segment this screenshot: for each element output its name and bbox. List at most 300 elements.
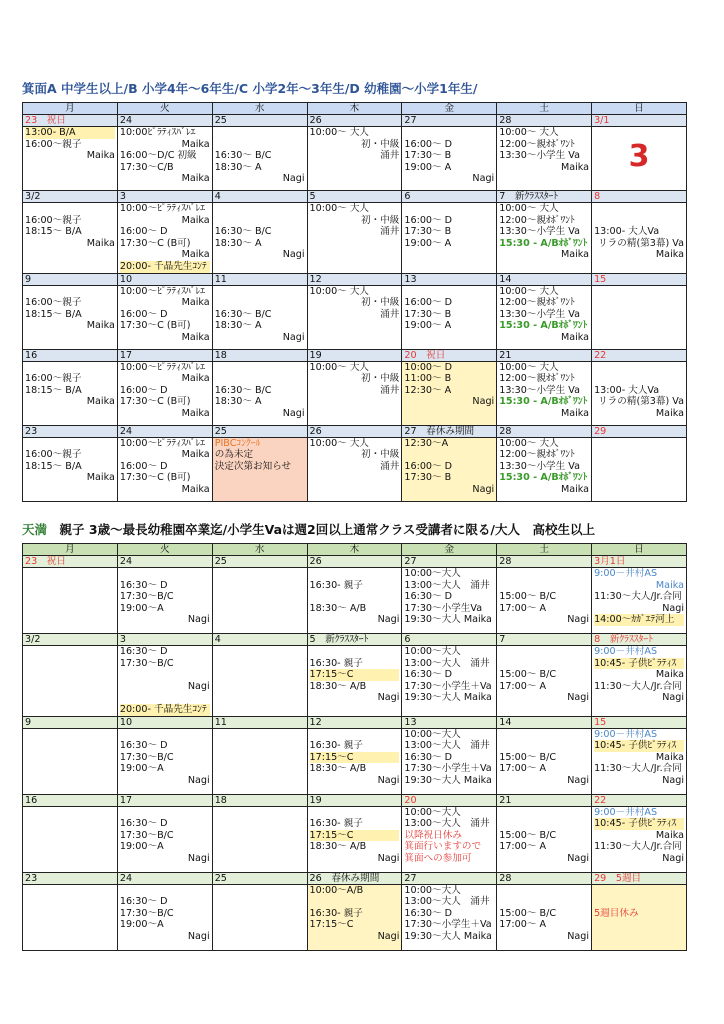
weekday-header: 日 [592, 544, 687, 556]
schedule-line [215, 215, 305, 227]
schedule-cell [592, 127, 687, 191]
schedule-line: 17:00～ A [499, 602, 547, 614]
date-cell: 27 [402, 556, 497, 568]
date-cell: 13 [402, 273, 497, 285]
schedule-line: Nagi [567, 774, 590, 786]
schedule-line: 13:00～大人 涌井 [404, 896, 490, 908]
schedule-line: 16:30～ D [119, 579, 168, 591]
weekday-header-row [23, 103, 687, 115]
schedule-line [310, 896, 400, 908]
schedule-line: 16:30～ D [404, 907, 453, 919]
schedule-line: Nagi [282, 331, 305, 343]
schedule-line: Nagi [662, 602, 684, 614]
schedule-line: 17:30～C (B可) [119, 237, 191, 249]
schedule-line: 18:30～ A/B [309, 680, 367, 692]
schedule-line [120, 807, 210, 819]
date-cell: 21 [497, 349, 592, 361]
schedule-cell [117, 646, 212, 717]
schedule-cell [497, 806, 592, 872]
schedule-cell [23, 361, 118, 425]
schedule-line: 10:00～ 大人 [309, 437, 370, 449]
date-cell: 26 春休み期間 [307, 872, 402, 884]
schedule-cell [497, 437, 592, 501]
schedule-line: 13:30～小学生 Va [499, 226, 580, 238]
schedule-cell [117, 884, 212, 950]
schedule-line: 涌井 [380, 384, 400, 396]
schedule-line [404, 449, 494, 461]
date-cell: 16 [23, 794, 118, 806]
schedule-line: Nagi [187, 614, 210, 626]
schedule-line: 20:00- 千晶先生ｺﾝﾃ [120, 704, 210, 716]
schedule-line: 13:00～大人 涌井 [404, 579, 490, 591]
schedule-line: 16:30～ D [404, 669, 453, 681]
date-cell: 6 [402, 191, 497, 203]
date-cell: 25 [212, 872, 307, 884]
schedule-line: Nagi [567, 614, 590, 626]
weekday-header: 日 [592, 103, 687, 115]
weekday-header: 火 [117, 544, 212, 556]
date-row [23, 425, 687, 437]
date-cell: 27 [402, 115, 497, 127]
schedule-line: 16:30～ D [119, 740, 168, 752]
schedule-line: 17:30～小学生＋Va [404, 919, 492, 931]
schedule-line: 10:00～ 大人 [499, 285, 559, 297]
schedule-line: 11:30～大人/Jr.合同 [594, 680, 682, 692]
month-number: 3 [628, 139, 650, 174]
schedule-line [120, 692, 210, 704]
date-cell [402, 349, 497, 361]
schedule-line [499, 807, 589, 819]
schedule-line: 16:00～親子 [25, 138, 82, 150]
weekday-header: 土 [497, 103, 592, 115]
schedule-cell [117, 728, 212, 794]
date-label: 8 新ｸﾗｽｽﾀｰﾄ [594, 634, 653, 645]
schedule-line: 19:00～ A [404, 320, 452, 332]
schedule-line: 10:00～A/B [309, 884, 364, 896]
date-cell: 28 [497, 556, 592, 568]
date-cell [592, 191, 687, 203]
schedule-line: 15:30 - A/Bｵﾎﾞﾜﾝﾄ [499, 396, 588, 408]
schedule-line: 16:30～ D [119, 896, 168, 908]
schedule-line: Maika [86, 150, 115, 162]
schedule-line: Maika [655, 579, 684, 591]
schedule-line: Nagi [282, 249, 305, 261]
schedule-cell [212, 806, 307, 872]
date-cell: 3/2 [23, 191, 118, 203]
schedule-line [310, 591, 400, 603]
schedule-line: 17:30～B/C [119, 657, 174, 669]
schedule-cell [402, 646, 497, 717]
schedule-line: Maika [86, 237, 115, 249]
date-cell: 25 [212, 115, 307, 127]
date-label: 20 祝日 [404, 349, 446, 361]
schedule-line [120, 669, 210, 681]
date-cell: 3/2 [23, 634, 118, 646]
date-label: 22 [594, 794, 607, 806]
schedule-cell [307, 806, 402, 872]
schedule-line: Maika [181, 407, 210, 419]
schedule-line: 10:00～ﾋﾟﾗﾃｨｽﾊﾞﾚｴ [119, 361, 206, 373]
date-cell: 24 [117, 556, 212, 568]
schedule-line: 初・中級 [361, 297, 400, 309]
date-cell: 18 [212, 794, 307, 806]
schedule-line [499, 580, 589, 592]
schedule-line: Nagi [187, 930, 210, 942]
date-row [23, 634, 687, 646]
schedule-cell [23, 437, 118, 501]
schedule-line: 17:30～C (B可) [119, 320, 191, 332]
schedule-line: 箕面への参加可 [404, 852, 472, 864]
schedule-cell [592, 884, 687, 950]
schedule-line: 19:30～大人 Maika [404, 614, 492, 626]
schedule-line: 10:00～ 大人 [499, 127, 559, 138]
schedule-line: 16:00～ D [404, 297, 453, 309]
schedule-cell [497, 361, 592, 425]
date-cell: 11 [212, 273, 307, 285]
schedule-cell [497, 646, 592, 717]
schedule-line: Maika [560, 483, 590, 495]
schedule-line: 17:15～C [310, 830, 400, 842]
date-cell [592, 556, 687, 568]
weekday-header: 水 [212, 103, 307, 115]
date-cell: 24 [117, 115, 212, 127]
schedule-line: 19:00～ A [404, 237, 452, 249]
schedule-cell [212, 361, 307, 425]
date-cell: 19 [307, 794, 402, 806]
schedule-line: Nagi [187, 852, 210, 864]
schedule-line: 9:00－井村AS [594, 806, 658, 818]
schedule-line: 18:15～ B/A [25, 226, 82, 238]
schedule-cell [117, 285, 212, 349]
date-label: 29 5週目 [594, 872, 642, 884]
schedule-line: Nagi [187, 680, 210, 692]
schedule-row [23, 728, 687, 794]
schedule-line: 10:00～ 大人 [499, 203, 559, 214]
schedule-line: Maika [655, 669, 684, 681]
date-cell: 26 [307, 556, 402, 568]
schedule-line [215, 203, 305, 215]
schedule-cell [212, 285, 307, 349]
schedule-line: 11:30～大人/Jr.合同 [594, 591, 682, 603]
schedule-line: Nagi [377, 692, 400, 704]
schedule-cell [307, 361, 402, 425]
schedule-line: 12:00～親ｵﾎﾞﾜﾝﾄ [499, 214, 575, 226]
schedule-line [594, 203, 684, 215]
schedule-line: 15:30 - A/Bｵﾎﾞﾜﾝﾄ [499, 237, 588, 249]
schedule-line: 10:00～ 大人 [499, 361, 559, 373]
date-cell: 28 [497, 115, 592, 127]
schedule-cell [117, 437, 212, 501]
schedule-line: 16:30- 親子 [309, 657, 363, 669]
schedule-line: 17:30～B/C [119, 591, 174, 603]
schedule-line: Maika [655, 407, 684, 419]
schedule-cell [117, 568, 212, 634]
date-cell: 10 [117, 716, 212, 728]
schedule-line [25, 438, 115, 450]
schedule-line [25, 286, 115, 298]
schedule-cell [307, 127, 402, 191]
schedule-line: 17:30～ B [404, 150, 452, 162]
schedule-row [23, 568, 687, 634]
schedule-line: 涌井 [380, 460, 400, 472]
date-row [23, 115, 687, 127]
schedule-cell [23, 568, 118, 634]
schedule-line: 11:00～ B [404, 373, 452, 385]
schedule-row [23, 203, 687, 274]
schedule-line: 19:30～大人 Maika [404, 930, 492, 942]
schedule-cell [402, 884, 497, 950]
schedule-cell [23, 646, 118, 717]
minoh-calendar [22, 102, 687, 502]
schedule-line [215, 362, 305, 374]
schedule-line [594, 373, 684, 385]
schedule-line: 18:30～ A [214, 396, 262, 408]
schedule-line: 初・中級 [361, 449, 400, 461]
date-cell [402, 794, 497, 806]
tenma-calendar [22, 543, 687, 951]
schedule-line [120, 568, 210, 580]
schedule-line: Maika [560, 161, 590, 173]
date-cell: 9 [23, 716, 118, 728]
schedule-cell [402, 437, 497, 501]
schedule-cell [307, 646, 402, 717]
schedule-line: 5週目休み [594, 907, 639, 919]
date-cell [592, 716, 687, 728]
schedule-line: 10:00～ 大人 [309, 127, 370, 138]
schedule-line: 17:30～C/B [119, 161, 174, 173]
schedule-line: 10:00～ D [404, 361, 453, 373]
schedule-cell [23, 806, 118, 872]
schedule-line: 涌井 [380, 150, 400, 162]
schedule-line: 10:00～ 大人 [309, 203, 370, 214]
date-cell: 24 [117, 425, 212, 437]
date-label: 15 [594, 716, 607, 728]
schedule-line: 16:00～ D [404, 138, 453, 150]
date-cell: 21 [497, 794, 592, 806]
schedule-line: Nagi [567, 692, 590, 704]
schedule-cell [402, 806, 497, 872]
date-cell: 17 [117, 794, 212, 806]
schedule-cell [497, 203, 592, 274]
schedule-line: 17:30～ B [404, 308, 452, 320]
weekday-header: 土 [497, 544, 592, 556]
schedule-line: Nagi [662, 774, 684, 786]
schedule-line: 20:00- 千晶先生ｺﾝﾃ [120, 261, 210, 273]
schedule-line [25, 203, 115, 215]
date-cell: 27 [402, 872, 497, 884]
schedule-line: 9:00－井村AS [594, 568, 658, 579]
schedule-line: 15:00～ B/C [499, 907, 557, 919]
schedule-line: 16:30～ D [119, 818, 168, 830]
schedule-cell [23, 127, 118, 191]
schedule-cell [117, 806, 212, 872]
schedule-line [215, 127, 305, 139]
schedule-row [23, 361, 687, 425]
weekday-header: 火 [117, 103, 212, 115]
schedule-line: 9:00－井村AS [594, 728, 658, 740]
schedule-line: 18:15～ B/A [25, 308, 82, 320]
date-cell [23, 556, 118, 568]
schedule-line: Maika [181, 449, 210, 461]
schedule-line: Maika [86, 472, 115, 484]
date-cell: 5 新ｸﾗｽｽﾀｰﾄ [307, 634, 402, 646]
schedule-cell [212, 646, 307, 717]
schedule-line [594, 896, 684, 908]
schedule-line: 13:30～小学生 Va [499, 308, 580, 320]
schedule-line: Maika [181, 173, 210, 185]
schedule-line: Nagi [377, 930, 400, 942]
schedule-line [594, 362, 684, 374]
weekday-header: 月 [23, 544, 118, 556]
schedule-line: 16:00～ D [404, 460, 453, 472]
schedule-cell [307, 203, 402, 274]
date-cell [592, 634, 687, 646]
schedule-cell [497, 127, 592, 191]
schedule-line: 13:30～小学生 Va [499, 150, 580, 162]
schedule-line: Nagi [282, 407, 305, 419]
date-cell: 13 [402, 716, 497, 728]
schedule-line: Maika [655, 751, 684, 763]
schedule-line: 10:00～大人 [404, 568, 461, 579]
date-cell: 4 [212, 634, 307, 646]
schedule-row [23, 285, 687, 349]
weekday-header: 水 [212, 544, 307, 556]
schedule-line: 15:00～ B/C [499, 829, 557, 841]
date-cell: 17 [117, 349, 212, 361]
schedule-line: 16:00～ D [404, 214, 453, 226]
schedule-line: 15:00～ B/C [499, 669, 557, 681]
schedule-line: 17:15～C [310, 752, 400, 764]
schedule-cell [402, 568, 497, 634]
date-cell: 9 [23, 273, 118, 285]
schedule-line: 13:30～小学生 Va [499, 460, 580, 472]
schedule-line: 17:30～小学生Va [404, 602, 483, 614]
schedule-line [310, 646, 400, 658]
schedule-line [499, 568, 589, 580]
schedule-line: 10:00～ 大人 [309, 361, 370, 373]
schedule-line: 19:00～ A [404, 161, 452, 173]
schedule-line [499, 740, 589, 752]
schedule-cell [117, 361, 212, 425]
schedule-line: 16:00～ D [119, 308, 168, 320]
schedule-line: 10:00～大人 [404, 884, 461, 896]
schedule-row [23, 437, 687, 501]
schedule-line: 10:00ﾋﾟﾗﾃｨｽﾊﾞﾚｴ [119, 127, 196, 138]
date-row [23, 872, 687, 884]
schedule-line [215, 286, 305, 298]
date-cell [592, 115, 687, 127]
schedule-line: 16:00～親子 [25, 449, 82, 461]
schedule-line: Maika [181, 138, 210, 150]
schedule-cell [212, 437, 307, 501]
date-label: 23 祝日 [25, 115, 66, 126]
date-cell: 27 春休み期間 [402, 425, 497, 437]
schedule-line: 18:15～ B/A [25, 460, 82, 472]
schedule-line: 18:30～ A/B [309, 841, 367, 853]
schedule-line [215, 139, 305, 151]
schedule-cell [307, 285, 402, 349]
date-label: 23 祝日 [25, 556, 66, 567]
schedule-row [23, 127, 687, 191]
schedule-line: 17:30～B/C [119, 907, 174, 919]
schedule-line: 11:30～大人/Jr.合同 [594, 763, 682, 775]
schedule-line: 18:30～ A [214, 161, 262, 173]
schedule-line: 19:00～A [119, 841, 164, 853]
schedule-line [120, 885, 210, 897]
schedule-line: 10:00～ 大人 [309, 285, 370, 297]
schedule-cell [402, 127, 497, 191]
date-label: 8 [594, 191, 601, 202]
date-row [23, 794, 687, 806]
schedule-line [404, 286, 494, 298]
tenma-label: 天満 [22, 522, 48, 537]
schedule-line: 涌井 [380, 308, 400, 320]
date-cell: 5 [307, 191, 402, 203]
schedule-line: 13:00- 大人Va [594, 226, 660, 238]
tenma-title [22, 520, 595, 538]
schedule-line: 12:30～A [404, 437, 449, 449]
schedule-line: 16:30- 親子 [309, 579, 363, 591]
schedule-cell [307, 568, 402, 634]
schedule-line [310, 729, 400, 741]
schedule-line: Maika [181, 373, 210, 385]
date-label: 20 [404, 794, 417, 806]
weekday-header: 木 [307, 103, 402, 115]
schedule-cell [212, 127, 307, 191]
date-cell: 12 [307, 716, 402, 728]
schedule-line: 10:00～ﾋﾟﾗﾃｨｽﾊﾞﾚｴ [119, 437, 206, 449]
schedule-cell [592, 568, 687, 634]
schedule-line: 16:00～親子 [25, 373, 82, 385]
schedule-line: 16:30～ B/C [214, 384, 272, 396]
schedule-cell [592, 437, 687, 501]
schedule-line: 13:00～大人 涌井 [404, 740, 490, 752]
schedule-line: 14:00～ｶｶﾞｴﾃ河上 [594, 614, 684, 626]
schedule-line: 12:00～親ｵﾎﾞﾜﾝﾄ [499, 297, 575, 309]
date-cell [592, 872, 687, 884]
schedule-row [23, 646, 687, 717]
schedule-line: Nagi [567, 852, 590, 864]
schedule-cell [307, 437, 402, 501]
schedule-line: Maika [86, 396, 115, 408]
schedule-line: 13:00- B/A [25, 127, 115, 139]
schedule-line: 17:00～ A [499, 763, 547, 775]
schedule-line: PIBCｺﾝｸｰﾙ [214, 437, 261, 449]
schedule-line: 16:00～D/C 初級 [119, 150, 197, 162]
date-label: 22 [594, 349, 607, 361]
schedule-line: Maika [86, 320, 115, 332]
schedule-line: Maika [181, 214, 210, 226]
schedule-cell [23, 728, 118, 794]
schedule-line: 18:30～ A [214, 237, 262, 249]
schedule-row [23, 884, 687, 950]
schedule-line: 箕面行いますので [404, 841, 482, 853]
schedule-line: 18:30～ A/B [309, 602, 367, 614]
schedule-line: 16:30～ B/C [214, 226, 272, 238]
schedule-line: Nagi [662, 852, 684, 864]
date-cell [23, 115, 118, 127]
date-cell: 16 [23, 349, 118, 361]
schedule-line: 16:30～ D [404, 751, 453, 763]
date-label: 29 [594, 425, 607, 437]
schedule-line: 13:00～大人 涌井 [404, 818, 490, 830]
schedule-line: 15:00～ B/C [499, 751, 557, 763]
schedule-line: 17:00～ A [499, 919, 547, 931]
date-cell: 28 [497, 872, 592, 884]
date-cell: 26 [307, 425, 402, 437]
schedule-line: リラの精(第3幕) Va [598, 237, 684, 249]
schedule-line: Nagi [187, 774, 210, 786]
